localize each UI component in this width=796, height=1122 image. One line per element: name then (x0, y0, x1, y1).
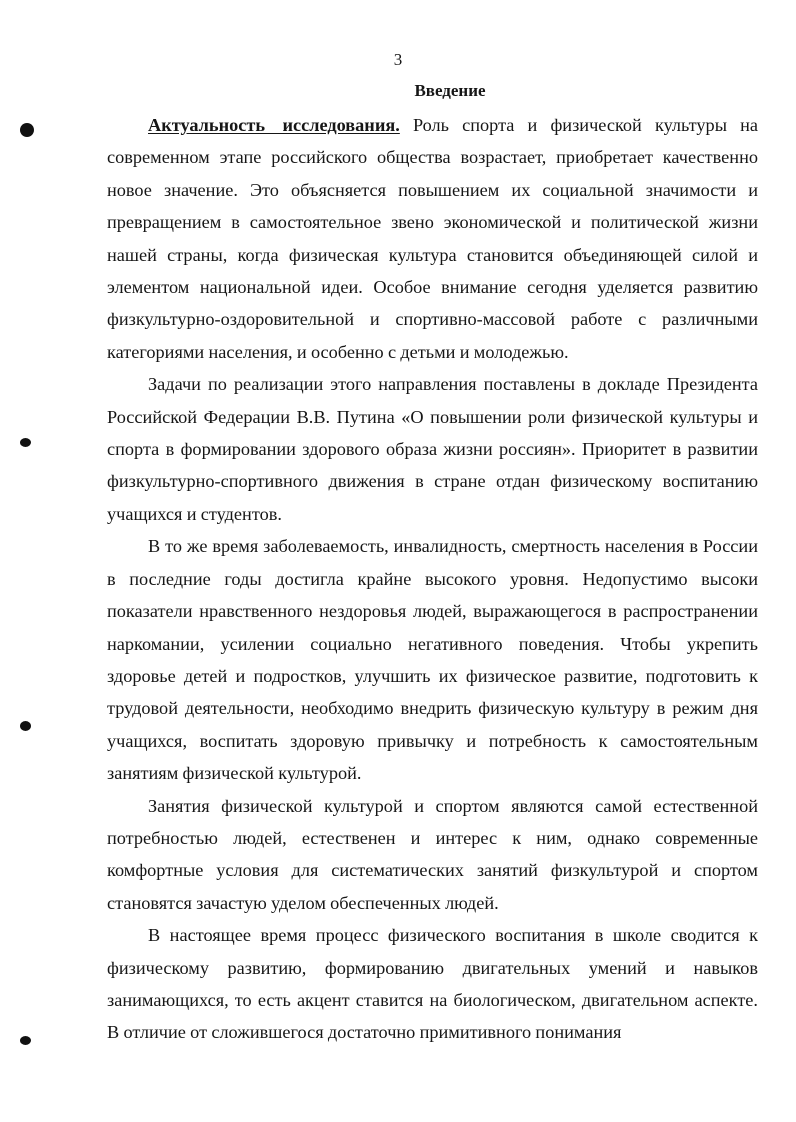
section-heading: Введение (414, 81, 486, 100)
paragraph-text: работе с различными категориями населения, и особенно с детьми и молодежью. (107, 309, 759, 362)
hyphenated-word: спортивно-массовой (395, 309, 556, 330)
punch-hole-mark (20, 123, 34, 137)
paragraph (107, 109, 758, 368)
punch-hole-mark (20, 1036, 31, 1045)
relevance-label: Актуальность исследования. (148, 115, 400, 135)
paragraph: В настоящее время процесс физического воспитания в школе сводится к физическому развитию, формированию двигательных умений и навыков занимающихся, то есть акцент ставится на биологическом, двигательном аспекте. В отличие от сложившегося достаточно примитивного понимания (107, 925, 758, 1043)
punch-hole-mark (20, 438, 31, 447)
paragraph: Задачи по реализации этого направления поставлены в докладе Президента Российской Федерации В.В. Путина «О повышении роли физической культуры и спорта в формировании здорового образа жизни россиян». Приоритет в развитии физкультурно-спортивного движения в стране отдан физическому воспитанию учащихся и студентов. (107, 374, 758, 524)
paragraph-text: и (354, 309, 396, 330)
paragraph: В то же время заболеваемость, инвалидность, смертность населения в России в последние годы достигла крайне высокого уровня. Недопустимо высоки показатели нравственного нездоровья людей, выражающегося в распространении наркомании, усилении социально негативного поведения. Чтобы укрепить здоровье детей и подростков, улучшить их физическое развитие, подготовить к трудовой деятельности, необходимо внедрить физическую культуру в режим дня учащихся, воспитать здоровую привычку и потребность к самостоятельным занятиям физической культурой. (107, 536, 758, 784)
page-number: 3 (393, 50, 403, 69)
hyphenated-word: физкультурно-оздоровительной (107, 309, 355, 330)
body-text (107, 109, 758, 1049)
paragraph-text: Роль спорта и физической культуры на современном этапе российского общества возрастает, приобретает качественно новое значение. Это объясняется повышением их социальной значимости и превращением в самостоятельное звено экономической и политической жизни нашей страны, когда физическая культура становится объединяющей силой и элементом национальной идеи. Особое внимание сегодня уделяется развитию (107, 115, 759, 298)
paragraph: Занятия физической культурой и спортом являются самой естественной потребностью людей, естественен и интерес к ним, однако современные комфортные условия для систематических занятий физкультурой и спортом становятся зачастую уделом обеспеченных людей. (107, 795, 758, 913)
punch-hole-mark (20, 721, 31, 731)
